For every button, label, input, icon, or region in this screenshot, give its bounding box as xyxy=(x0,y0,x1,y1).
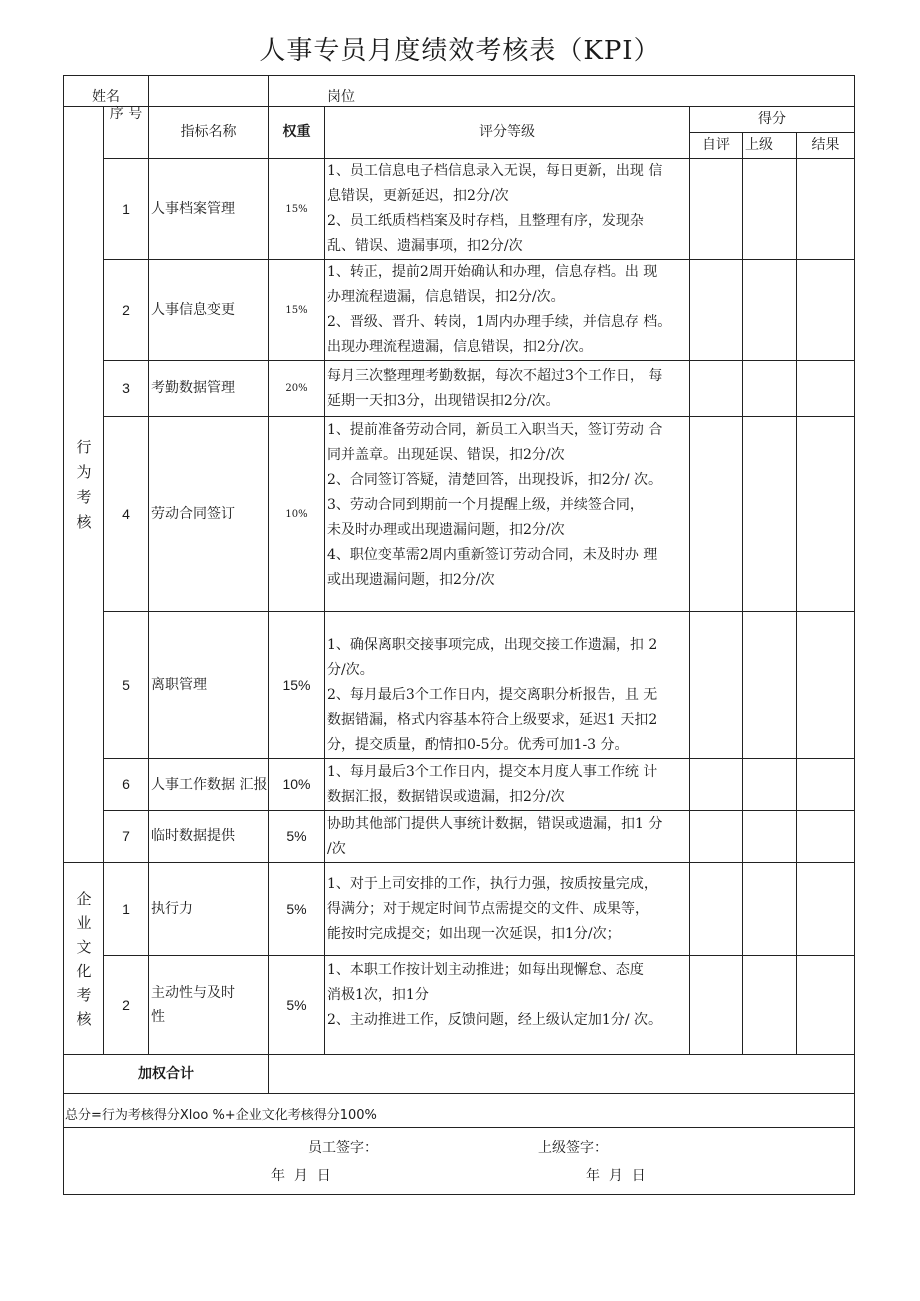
self-score-cell[interactable] xyxy=(690,811,743,863)
result-cell[interactable] xyxy=(797,159,855,260)
row-criteria: 1、转正，提前2周开始确认和办理，信息存档。出 现 办理流程遗漏，信息错误，扣2分/次。 2、晋级、晋升、转岗，1周内办理手续，并信息存 档。 出现办理流程遗漏，信息错误，扣2分/次。 xyxy=(325,260,690,361)
result-cell[interactable] xyxy=(797,361,855,417)
table-row xyxy=(64,863,855,956)
row-criteria: 1、每月最后3个工作日内，提交本月度人事工作统 计 数据汇报，数据错误或遗漏，扣2分/次 xyxy=(325,759,690,811)
result-header: 结果 xyxy=(797,133,855,159)
table-row xyxy=(64,612,855,759)
row-weight: 15% xyxy=(269,612,325,759)
superior-signature-label: 上级签字： xyxy=(538,1140,608,1156)
row-criteria: 1、本职工作按计划主动推进；如每出现懈怠、态度 消极1次，扣1分 2、主动推进工作，反馈问题，经上级认定加1分/ 次。 xyxy=(325,956,690,1055)
row-criteria: 1、对于上司安排的工作，执行力强，按质按量完成， 得满分；对于规定时间节点需提交的文件、成果等， 能按时完成提交；如出现一次延误，扣1分/次； xyxy=(325,863,690,956)
weighted-total-label: 加权合计 xyxy=(64,1055,269,1094)
self-score-cell[interactable] xyxy=(690,361,743,417)
superior-score-cell[interactable] xyxy=(743,612,797,759)
employee-signature-label: 员工签字： xyxy=(308,1140,378,1156)
section-label-behavior: 行为考核 xyxy=(64,107,104,863)
row-no: 3 xyxy=(104,361,149,417)
result-cell[interactable] xyxy=(797,612,855,759)
name-label-cell xyxy=(64,76,149,107)
superior-score-cell[interactable] xyxy=(743,417,797,612)
row-no: 4 xyxy=(104,417,149,612)
row-indicator: 人事档案管理 xyxy=(149,159,269,260)
indicator-header: 指标名称 xyxy=(149,107,269,159)
row-weight: 20% xyxy=(269,361,325,417)
row-criteria: 每月三次整理理考勤数据，每次不超过3个工作日， 每 延期一天扣3分，出现错误扣2分/次。 xyxy=(325,361,690,417)
row-criteria: 协助其他部门提供人事统计数据，错误或遗漏，扣1 分 /次 xyxy=(325,811,690,863)
row-weight: 5% xyxy=(269,956,325,1055)
row-indicator: 主动性与及时性 xyxy=(149,956,269,1055)
row-indicator: 临时数据提供 xyxy=(149,811,269,863)
self-score-cell[interactable] xyxy=(690,612,743,759)
row-weight: 5% xyxy=(269,811,325,863)
row-indicator: 人事工作数据 汇报 xyxy=(149,759,269,811)
self-score-cell[interactable] xyxy=(690,759,743,811)
table-row xyxy=(64,159,855,260)
self-score-cell[interactable] xyxy=(690,956,743,1055)
self-score-cell[interactable] xyxy=(690,417,743,612)
page-title: 人事专员月度绩效考核表（KPI） xyxy=(259,36,661,66)
row-criteria: 1、确保离职交接事项完成，出现交接工作遗漏，扣 2 分/次。 2、每月最后3个工作日内，提交离职分析报告，且 无 数据错漏，格式内容基本符合上级要求，延迟1 天扣2 分，提交质量，酌情扣0-5分。优秀可加1-3 分。 xyxy=(325,612,690,759)
superior-score-cell[interactable] xyxy=(743,361,797,417)
section-label-culture: 企业文化考核 xyxy=(64,863,104,1055)
result-cell[interactable] xyxy=(797,260,855,361)
table-row xyxy=(64,361,855,417)
result-cell[interactable] xyxy=(797,417,855,612)
self-score-cell[interactable] xyxy=(690,260,743,361)
superior-date: 年 月 日 xyxy=(586,1168,646,1184)
row-indicator: 劳动合同签订 xyxy=(149,417,269,612)
row-indicator: 人事信息变更 xyxy=(149,260,269,361)
result-cell[interactable] xyxy=(797,956,855,1055)
table-row xyxy=(64,417,855,612)
signature-area xyxy=(64,1128,855,1195)
superior-score-cell[interactable] xyxy=(743,260,797,361)
weight-header: 权重 xyxy=(269,107,325,159)
row-no: 2 xyxy=(104,956,149,1055)
score-header: 得分 xyxy=(690,107,855,133)
row-weight: 15% xyxy=(269,260,325,361)
row-indicator: 执行力 xyxy=(149,863,269,956)
result-cell[interactable] xyxy=(797,863,855,956)
superior-score-cell[interactable] xyxy=(743,863,797,956)
table-row xyxy=(64,759,855,811)
self-score-cell[interactable] xyxy=(690,863,743,956)
result-cell[interactable] xyxy=(797,811,855,863)
row-no: 6 xyxy=(104,759,149,811)
result-cell[interactable] xyxy=(797,759,855,811)
position-cell[interactable] xyxy=(269,76,855,107)
row-no: 5 xyxy=(104,612,149,759)
row-no: 1 xyxy=(104,159,149,260)
self-score-cell[interactable] xyxy=(690,159,743,260)
row-no: 2 xyxy=(104,260,149,361)
table-row xyxy=(64,260,855,361)
row-no: 1 xyxy=(104,863,149,956)
row-weight: 10% xyxy=(269,417,325,612)
row-indicator: 考勤数据管理 xyxy=(149,361,269,417)
total-formula: 总分=行为考核得分Xloo %+企业文化考核得分100% xyxy=(64,1094,855,1128)
superior-header: 上级 xyxy=(743,133,797,159)
kpi-table xyxy=(63,75,855,1195)
employee-date: 年 月 日 xyxy=(271,1168,331,1184)
name-label: 姓名 xyxy=(92,89,120,105)
self-header: 自评 xyxy=(690,133,743,159)
row-weight: 15% xyxy=(269,159,325,260)
superior-score-cell[interactable] xyxy=(743,956,797,1055)
rating-header: 评分等级 xyxy=(325,107,690,159)
row-criteria: 1、提前准备劳动合同，新员工入职当天，签订劳动 合 同并盖章。出现延误、错误，扣2分/次 2、合同签订答疑，清楚回答，出现投诉，扣2分/ 次。 3、劳动合同到期前一个月提醒上级，并续签合同， 未及时办理或出现遗漏问题，扣2分/次 4、职位变革需2周内重新签订劳动合同，未及时办 理 或出现遗漏问题，扣2分/次 xyxy=(325,417,690,612)
row-criteria: 1、员工信息电子档信息录入无误，每日更新，出现 信 息错误，更新延迟，扣2分/次 2、员工纸质档档案及时存档，且整理有序，发现杂 乱、错误、遗漏事项，扣2分/次 xyxy=(325,159,690,260)
superior-score-cell[interactable] xyxy=(743,759,797,811)
row-indicator: 离职管理 xyxy=(149,612,269,759)
superior-score-cell[interactable] xyxy=(743,811,797,863)
table-row xyxy=(64,811,855,863)
name-value-field[interactable] xyxy=(149,76,269,107)
row-no: 7 xyxy=(104,811,149,863)
table-row xyxy=(64,956,855,1055)
seq-header: 序 号 xyxy=(104,107,149,159)
superior-score-cell[interactable] xyxy=(743,159,797,260)
row-weight: 10% xyxy=(269,759,325,811)
row-weight: 5% xyxy=(269,863,325,956)
position-label: 岗位 xyxy=(327,89,355,105)
weighted-total-value[interactable] xyxy=(269,1055,855,1094)
